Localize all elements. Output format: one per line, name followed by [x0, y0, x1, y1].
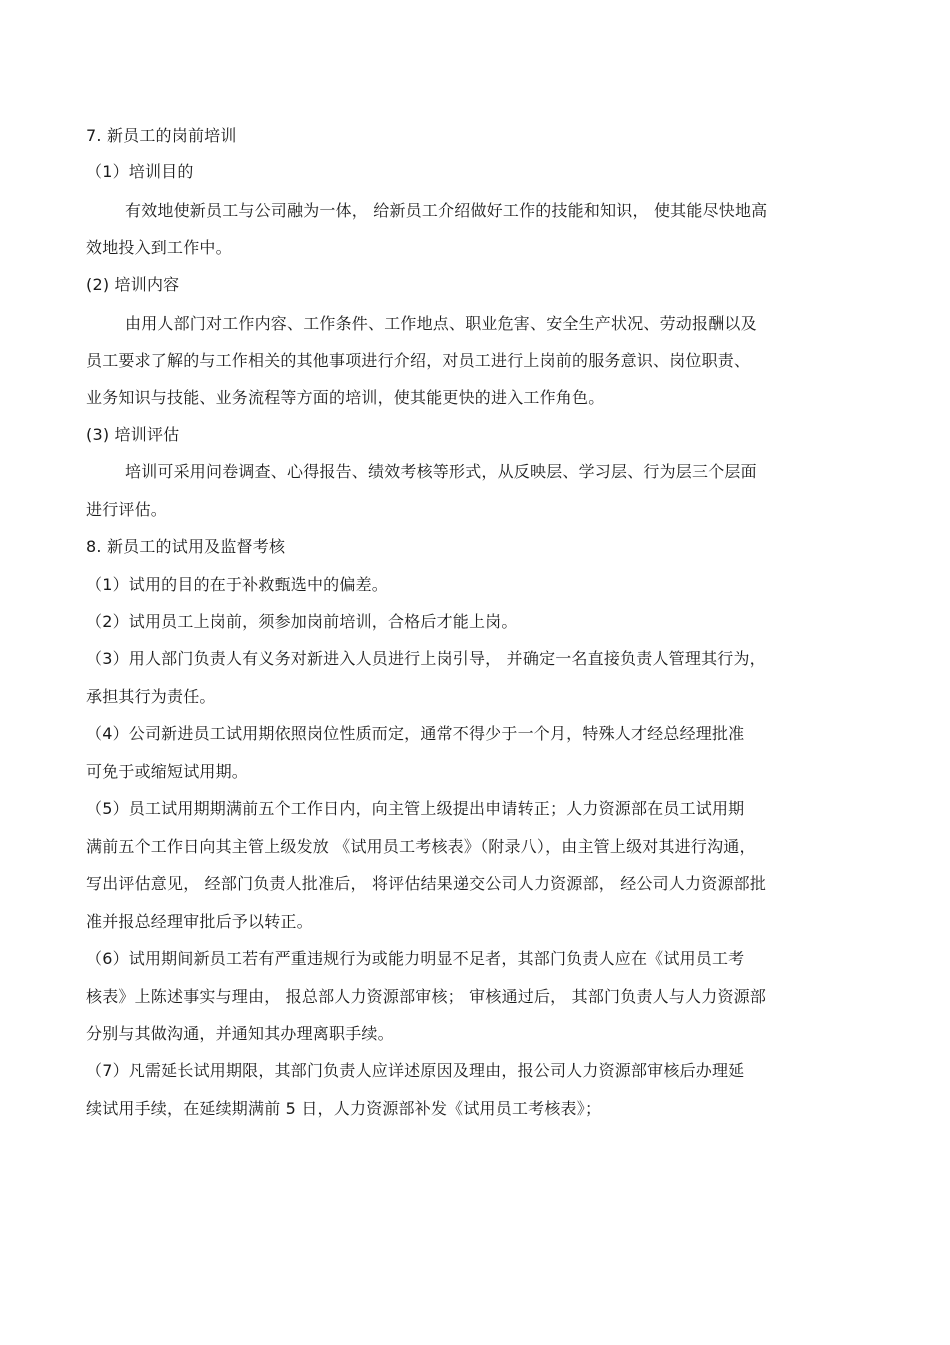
paragraph-line: 由用人部门对工作内容、工作条件、工作地点、职业危害、安全生产状况、劳动报酬以及	[125, 314, 757, 333]
subheading-training-evaluation: (3) 培训评估	[86, 425, 180, 444]
list-item: （2）试用员工上岗前，须参加岗前培训，合格后才能上岗。	[86, 612, 518, 631]
paragraph-line: 业务知识与技能、业务流程等方面的培训，使其能更快的进入工作角色。	[86, 388, 605, 407]
list-item: （3）用人部门负责人有义务对新进入人员进行上岗引导， 并确定一名直接负责人管理其行为，	[86, 649, 766, 668]
paragraph-line: 员工要求了解的与工作相关的其他事项进行介绍，对员工进行上岗前的服务意识、岗位职责、	[86, 351, 751, 370]
list-item: （1）试用的目的在于补救甄选中的偏差。	[86, 575, 388, 594]
list-item-continuation: 可免于或缩短试用期。	[86, 762, 249, 781]
subheading-training-content: (2) 培训内容	[86, 275, 180, 294]
paragraph-line: 有效地使新员工与公司融为一体， 给新员工介绍做好工作的技能和知识， 使其能尽快地高	[125, 201, 768, 220]
list-item: （5）员工试用期期满前五个工作日内，向主管上级提出申请转正；人力资源部在员工试用期	[86, 799, 745, 818]
section-heading-7: 7. 新员工的岗前培训	[86, 126, 237, 145]
paragraph-line: 效地投入到工作中。	[86, 238, 232, 257]
list-item: （7）凡需延长试用期限，其部门负责人应详述原因及理由，报公司人力资源部审核后办理延	[86, 1061, 745, 1080]
list-item-continuation: 续试用手续，在延续期满前 5 日，人力资源部补发《试用员工考核表》；	[86, 1099, 602, 1118]
paragraph-line: 培训可采用问卷调查、心得报告、绩效考核等形式，从反映层、学习层、行为层三个层面	[125, 462, 757, 481]
list-item-continuation: 核表》上陈述事实与理由， 报总部人力资源部审核； 审核通过后， 其部门负责人与人力资源部	[86, 987, 767, 1006]
list-item-continuation: 承担其行为责任。	[86, 687, 216, 706]
section-heading-8: 8. 新员工的试用及监督考核	[86, 537, 286, 556]
list-item-continuation: 写出评估意见， 经部门负责人批准后， 将评估结果递交公司人力资源部， 经公司人力资源部批	[86, 874, 767, 893]
list-item: （4）公司新进员工试用期依照岗位性质而定，通常不得少于一个月，特殊人才经总经理批准	[86, 724, 745, 743]
subheading-training-goal: （1）培训目的	[86, 162, 194, 181]
list-item-continuation: 分别与其做沟通，并通知其办理离职手续。	[86, 1024, 394, 1043]
list-item-continuation: 满前五个工作日向其主管上级发放 《试用员工考核表》（附录八），由主管上级对其进行沟通，	[86, 837, 756, 856]
paragraph-line: 进行评估。	[86, 500, 168, 519]
list-item-continuation: 准并报总经理审批后予以转正。	[86, 912, 313, 931]
list-item: （6）试用期间新员工若有严重违规行为或能力明显不足者，其部门负责人应在《试用员工考	[86, 949, 745, 968]
